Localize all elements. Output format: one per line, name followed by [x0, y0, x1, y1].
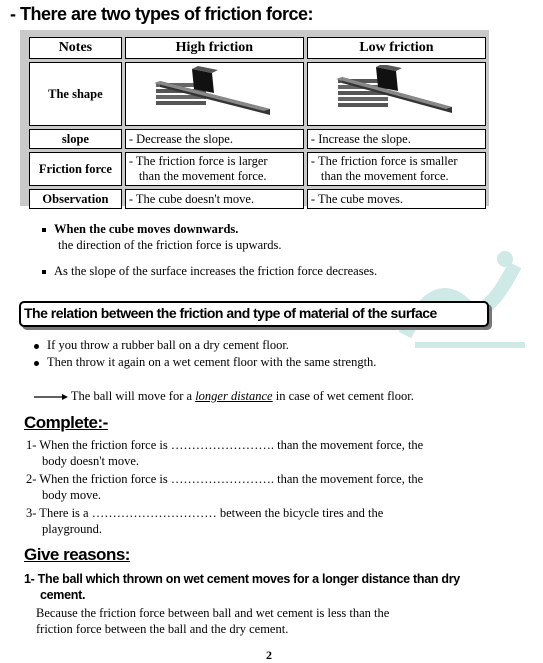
- relation-point-2: Then throw it again on a wet cement floor with the same strength.: [34, 354, 376, 370]
- bullet-slope: As the slope of the surface increases the friction force decreases.: [42, 263, 377, 279]
- bullet-dot-icon: [34, 361, 39, 366]
- friction-low: [307, 152, 486, 186]
- square-bullet-icon: [42, 270, 46, 274]
- row-label-shape: The shape: [29, 62, 122, 126]
- reasons-heading: Give reasons:: [24, 545, 130, 564]
- bullet-dot-icon: [34, 344, 39, 349]
- row-label-slope: slope: [29, 129, 122, 149]
- row-label-observation: Observation: [29, 189, 122, 209]
- page-number: 2: [266, 648, 272, 662]
- square-bullet-icon: [42, 228, 46, 232]
- friction-high-line2: than the movement force.: [138, 169, 267, 183]
- friction-high: [125, 152, 304, 186]
- gentle-slope-image: [334, 65, 458, 119]
- steep-slope-image: [152, 65, 276, 119]
- section-title: - There are two types of friction force:: [10, 4, 314, 24]
- watermark-logo: [395, 245, 535, 350]
- high-friction-illustration: [125, 62, 304, 126]
- header-high: High friction: [125, 37, 304, 59]
- slope-low: - Increase the slope.: [307, 129, 486, 149]
- complete-heading: Complete:-: [24, 413, 108, 432]
- friction-table-frame: [20, 30, 489, 206]
- friction-table: [26, 34, 489, 212]
- header-notes: Notes: [29, 37, 122, 59]
- slope-high: - Decrease the slope.: [125, 129, 304, 149]
- arrow-right-icon: [34, 393, 68, 401]
- relation-point-1: If you throw a rubber ball on a dry cement floor.: [34, 337, 289, 353]
- row-label-friction-force: Friction force: [29, 152, 122, 186]
- friction-high-line1: - The friction force is larger: [128, 154, 268, 168]
- complete-q2: 2- When the friction force is ……………………. than the movement force, the body move.: [26, 472, 424, 502]
- observation-low: - The cube moves.: [307, 189, 486, 209]
- relation-conclusion: The ball will move for a longer distance in case of wet cement floor.: [34, 388, 414, 404]
- bullet-cube-direction: When the cube moves downwards. the direction of the friction force is upwards.: [42, 221, 282, 253]
- complete-q3: 3- There is a ………………………… between the bicycle tires and the playground.: [26, 506, 384, 536]
- relation-heading: The relation between the friction and type of material of the surface: [24, 305, 437, 321]
- friction-low-line2: than the movement force.: [320, 169, 449, 183]
- friction-low-line1: - The friction force is smaller: [310, 154, 458, 168]
- complete-q1: 1- When the friction force is ……………………. than the movement force, the body doesn't move.: [26, 438, 424, 468]
- reasons-q1: 1- The ball which thrown on wet cement moves for a longer distance than dry cement.: [24, 572, 460, 602]
- reasons-answer: Because the friction force between ball and wet cement is less than the friction force between the ball and the dry cement.: [36, 606, 390, 636]
- low-friction-illustration: [307, 62, 486, 126]
- header-low: Low friction: [307, 37, 486, 59]
- observation-high: - The cube doesn't move.: [125, 189, 304, 209]
